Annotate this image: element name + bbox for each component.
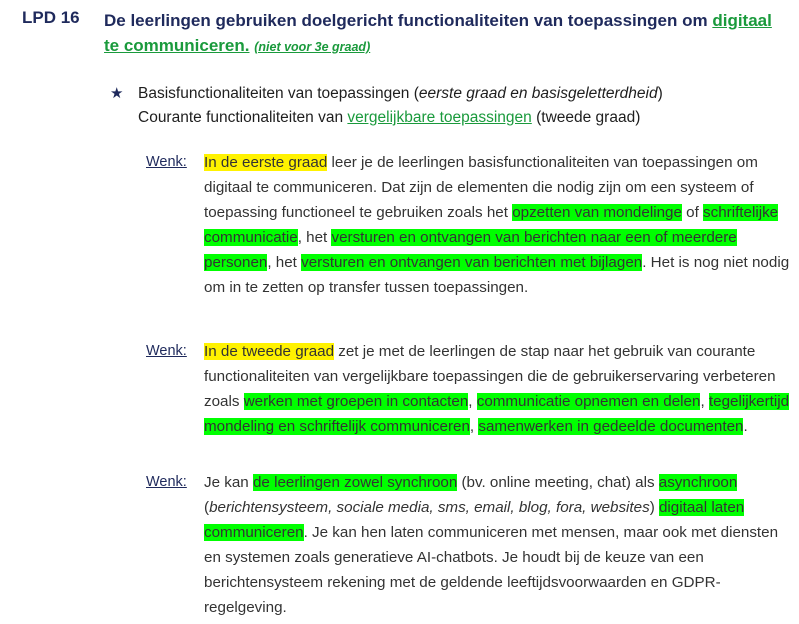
- basis-line-2-close: (tweede graad): [531, 109, 641, 126]
- wenk-text-2: [204, 339, 792, 439]
- hl-groepen: werken met groepen in contacten: [243, 393, 469, 410]
- vergelijkbare-toepassingen-link[interactable]: vergelijkbare toepassingen: [347, 109, 532, 126]
- basis-block: [138, 82, 788, 130]
- basis-line-1-close: ): [657, 85, 663, 102]
- hl-synchroon: de leerlingen zowel synchroon: [252, 474, 458, 491]
- hl-tweede-graad: In de tweede graad: [204, 343, 335, 360]
- hl-mondelinge: opzetten van mondelinge: [512, 204, 682, 221]
- basis-line-1-italic: eerste graad en basisgeletterdheid: [418, 85, 658, 102]
- lpd-code: LPD 16: [22, 8, 80, 27]
- wenk1-text-a: leer je de leerlingen basisfunctionaliteiten van toepassingen om digitaal te communiceren. Dat zijn de elementen die nodig zijn om een systeem of toepassing functioneel te gebruiken zoals het: [204, 154, 758, 221]
- wenk2-text-e: .: [743, 418, 748, 435]
- lpd-title: [104, 8, 784, 60]
- wenk2-text-d: ,: [469, 418, 479, 435]
- basis-line-1: [138, 82, 788, 106]
- lpd-title-note: (niet voor 3e graad): [254, 40, 371, 54]
- wenk3-text-c: (: [204, 499, 210, 516]
- hl-eerste-graad: In de eerste graad: [204, 154, 328, 171]
- lpd-title-text: De leerlingen gebruiken doelgericht functionaliteiten van toepassingen om: [104, 11, 713, 30]
- basis-line-2: [138, 106, 788, 130]
- wenk3-text-b: (bv. online meeting, chat) als: [457, 474, 659, 491]
- wenk3-text-d: ): [649, 499, 659, 516]
- wenk2-text-b: ,: [468, 393, 477, 410]
- wenk-label-2[interactable]: Wenk:: [146, 343, 187, 359]
- wenk1-text-b: of: [681, 204, 704, 221]
- lpd-title-link[interactable]: digitaal te communiceren.: [104, 11, 772, 55]
- wenk-text-1: [204, 150, 792, 300]
- wenk3-italic-list: berichtensysteem, sociale media, sms, email, blog, fora, websites: [209, 499, 650, 516]
- wenk-label-1[interactable]: Wenk:: [146, 154, 187, 170]
- basis-line-2-text: Courante functionaliteiten van: [138, 109, 348, 126]
- hl-versturen-bijlagen: versturen en ontvangen van berichten met bijlagen: [301, 254, 643, 271]
- wenk2-text-a: zet je met de leerlingen de stap naar het gebruik van courante functionaliteiten van vergelijkbare toepassingen die de gebruikerservaring verbeteren zoals: [204, 343, 776, 410]
- hl-schriftelijke: schriftelijke communicatie: [204, 204, 779, 246]
- hl-asynchroon: asynchroon: [658, 474, 738, 491]
- hl-versturen-personen: versturen en ontvangen van berichten naar een of meerdere personen: [204, 229, 737, 271]
- star-icon: ★: [110, 85, 124, 102]
- wenk3-text-e: . Je kan hen laten communiceren met mensen, maar ook met diensten en systemen zoals generatieve AI-chatbots. Je houdt bij de keuze van een berichtensysteem rekening met de geldende leeftijdsvoorwaarden en GDPR-regelgeving.: [204, 524, 779, 616]
- wenk1-text-d: , het: [267, 254, 302, 271]
- wenk2-text-c: ,: [700, 393, 709, 410]
- hl-digitaal-communiceren: digitaal laten communiceren: [204, 499, 745, 541]
- wenk-label-3[interactable]: Wenk:: [146, 474, 187, 490]
- hl-opnemen-delen: communicatie opnemen en delen: [476, 393, 701, 410]
- hl-tegelijkertijd: tegelijkertijd mondeling en schriftelijk communiceren: [204, 393, 790, 435]
- wenk1-text-c: , het: [297, 229, 332, 246]
- wenk-text-3: [204, 470, 792, 620]
- basis-line-1-text: Basisfunctionaliteiten van toepassingen (: [138, 85, 419, 102]
- wenk1-text-e: . Het is nog niet nodig om in te zetten op transfer tussen toepassingen.: [204, 254, 790, 296]
- hl-samenwerken: samenwerken in gedeelde documenten: [478, 418, 744, 435]
- wenk3-text-a: Je kan: [204, 474, 253, 491]
